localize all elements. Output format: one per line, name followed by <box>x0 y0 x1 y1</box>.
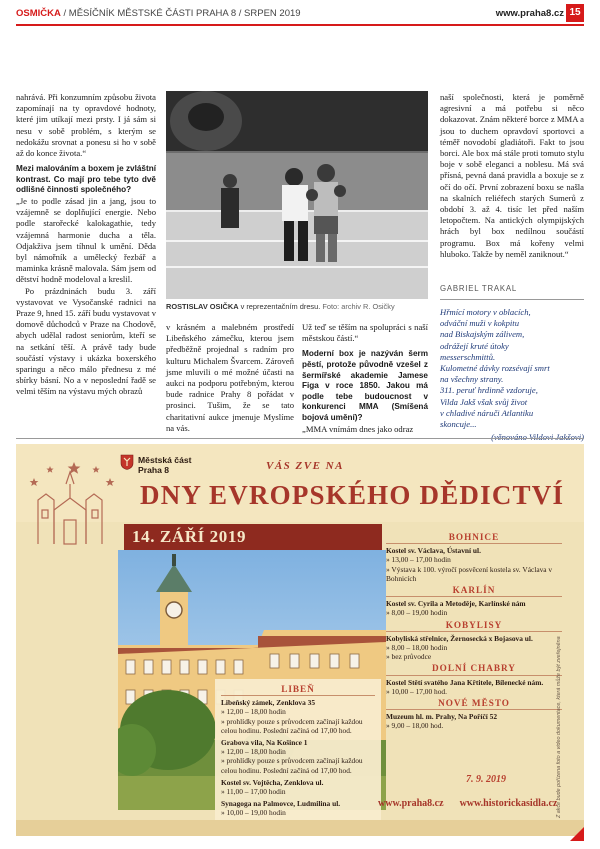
event-detail: » bez průvodce <box>386 652 432 662</box>
event-detail: » 11,00 – 17,00 hodin <box>221 787 286 797</box>
event-entry <box>221 799 375 817</box>
interview-question: Mezi malováním a boxem je zvláštní kontrast. Co mají pro tebe tyto dvě odlišné činnosti společného? <box>16 164 156 195</box>
event-detail: » 10,00 – 19,00 hodin <box>221 808 286 818</box>
poem <box>440 307 584 443</box>
events-list-liben <box>215 679 381 825</box>
section-heading-nove-mesto: NOVÉ MĚSTO <box>386 699 562 710</box>
brand-name: OSMIČKA <box>16 8 61 19</box>
author-signature: GABRIEL TRAKAL <box>440 284 518 293</box>
event-venue: Grabova vila, Na Košince 1 <box>221 738 308 748</box>
event-detail: » 12,00 – 18,00 hodin <box>221 747 286 757</box>
event-detail: » 10,00 – 17,00 hod. <box>386 686 447 696</box>
district-crest-icon <box>120 454 134 470</box>
website-link[interactable]: www.praha8.cz <box>495 8 564 19</box>
poem-line: odváční muži v kokpitu <box>440 318 519 329</box>
event-entry <box>386 546 562 583</box>
paragraph: v krásném a malebném prostředí Libeňského zámečku, kterou jsem předběžně projednal s radním pro kulturu Michalem Švarcem. Zároveň jsme mluvili o mé možné účasti na aukci na podporu potřebným, kterou bude radnice Prahy 8 pořádat v prosinci. Tušim, že se tato charitativní aukce jmenuje Myslíme na vás. <box>166 322 294 433</box>
poem-line: v chladivé náruči Atlantiku <box>440 407 534 418</box>
poster-date: 14. ZÁŘÍ 2019 <box>124 524 382 550</box>
event-entry <box>386 678 562 696</box>
poster-title: DNY EVROPSKÉHO DĚDICTVÍ <box>140 480 565 510</box>
poem-line: skoncuje... <box>440 419 477 430</box>
event-detail: » 9,00 – 18,00 hod. <box>386 721 444 731</box>
page-number: 15 <box>566 4 584 22</box>
article-column-1 <box>16 92 156 398</box>
poster-links <box>378 798 557 809</box>
poem-line: Hřmící motory v oblacích, <box>440 307 531 317</box>
event-entry <box>221 738 375 775</box>
paragraph: „Je to podle zásad jin a jang, jsou to vzájemně se doplňující energie. Nebo podle starořecké kalokagathie, tedy vzájemná harmonie ducha a těla. Odjakživa jsem tíhnul k umění. Děda byl námořník a umělecký řezbář a maminka krásně malovala. Sám jsem od dětství hodně modeloval a kreslil. <box>16 196 156 285</box>
event-entry <box>386 634 562 662</box>
district-name <box>138 455 192 475</box>
events-list-right <box>386 530 562 734</box>
poem-line: Kulometné dávky rozsévají smrt <box>440 363 550 374</box>
article-column-3 <box>302 322 428 435</box>
article-column-4 <box>440 92 584 260</box>
section-heading-kobylisy: KOBYLISY <box>386 621 562 632</box>
event-detail: » 8,00 – 18,00 hodin <box>386 643 448 653</box>
poem-line: messerschmittů. <box>440 351 496 362</box>
poem-line: 311. peruť hrdinně vzdoruje, <box>440 385 538 396</box>
event-detail: » prohlídky pouze s průvodcem začínají každou celou hodinu. Poslední začíná od 17,00 hod. <box>221 756 363 775</box>
caption-name: ROSTISLAV OSIČKA <box>166 302 239 311</box>
issue-subtitle: / MĚSÍČNÍK MĚSTSKÉ ČÁSTI PRAHA 8 / SRPEN 2019 <box>60 8 301 19</box>
event-venue: Kostel sv. Václava, Ústavní ul. <box>386 546 481 556</box>
event-detail: » 13,00 – 17,00 hodin <box>386 555 451 565</box>
section-heading-karlin: KARLÍN <box>386 586 562 597</box>
castle-sketch-illustration <box>24 454 124 554</box>
header-divider <box>16 24 584 26</box>
heritage-days-poster <box>16 444 584 836</box>
poem-line: Vilda Jakš však svůj život <box>440 396 528 407</box>
poster-invite: VÁS ZVE NA <box>266 460 344 472</box>
event-venue: Kobyliská střelnice, Žernosecká x Bojasova ul. <box>386 633 533 643</box>
section-heading-bohnice: BOHNICE <box>386 533 562 544</box>
event-entry <box>221 778 375 796</box>
section-heading-liben: LIBEŇ <box>221 685 375 696</box>
event-venue: Kostel sv. Cyrila a Metoděje, Karlínské nám <box>386 599 526 609</box>
signature-divider <box>440 299 584 300</box>
event-note-date: 7. 9. 2019 <box>466 774 506 785</box>
poem-line: nad Biskajským zálivem, <box>440 329 525 340</box>
event-detail: » Výstava k 100. výročí posvěcení kostela sv. Václava v Bohnicích <box>386 564 553 583</box>
photo-caption <box>166 302 428 311</box>
event-venue: Libeňský zámek, Zenklova 35 <box>221 698 316 708</box>
district-line-2: Praha 8 <box>138 465 170 475</box>
section-divider <box>16 438 584 439</box>
paragraph: naší společnosti, která je poměrně agresivní a má potřebu si něco dokazovat. Znám některé borce z MMA a jsou to duchem opravdoví sportovci a téměř novodobí gladiátoři. Fakt to jsou borci. Ale box má stále proti tomuto stylu boje v sobě eleganci a noblesu. Má svá přísná, pevná daná pravidla a boxuje se z očí do očí. První zobrazení boxu se našla na skalních reliéfech starých Sumerů z období 3. až 4. tisíc let před naším letopočtem. Na antických olympijských hrách byl box nedílnou součástí programu. Box má kořeny velmi hluboko. Takže by neměl zaniknout.“ <box>440 92 584 259</box>
poster-url-historickasidla[interactable]: www.historickasidla.cz <box>459 798 558 809</box>
interview-question: Moderní box je nazýván šerm pěstí, protože původně vzešel z šermířské akademie Jamese Figa v roce 1850. Jakou má podle tebe budoucnost v konkurenci MMA (Smíšená bojová umění)? <box>302 349 428 422</box>
poem-line: na všechny strany. <box>440 374 504 385</box>
paragraph: Po prázdninách budu 3. září vystavovat ve Vysočanské radnici na Praze 9, hned 15. září budu vystavovat v domově důchodců v Praze na Chodově, abych udělal radost seniorům, kteří se na setkání těší. A právě tady bude součástí výstavy i ukázka boxerského sparingu a něco málo přednesu z mé sbírky básní. No a v neposlední řadě se velmi těším na výstavu mých obrazů <box>16 285 156 397</box>
event-venue: Kostel Stětí svatého Jana Křtitele, Bílenecké nám. <box>386 677 544 687</box>
event-detail: » prohlídky pouze s průvodcem začínají každou celou hodinu. Poslední začíná od 17,00 hod. <box>221 716 363 735</box>
caption-credit: Foto: archiv R. Osičky <box>322 302 395 311</box>
paragraph: nahrává. Při konzumním způsobu života zapomínají na ty opravdové hodnoty, které jim utíkají mezi prsty. I já sám si nesu v sobě problém, s kterým se nedokážu srovnat a ponesu si ho v sobě až do konce života.“ <box>16 92 156 159</box>
event-venue: Muzeum hl. m. Prahy, Na Poříčí 52 <box>386 712 498 722</box>
section-heading-dolni-chabry: DOLNÍ CHABRY <box>386 664 562 675</box>
event-entry <box>386 712 562 730</box>
caption-text: v reprezentačním dresu. <box>238 302 323 311</box>
poem-line: odrážejí kruté útoky <box>440 340 509 351</box>
event-detail: » 8,00 – 19,00 hodin <box>386 608 448 618</box>
event-entry <box>221 698 375 735</box>
paragraph: „MMA vnímám dnes jako odraz <box>302 423 414 434</box>
event-venue: Kostel sv. Vojtěcha, Zenklova ul. <box>221 777 324 787</box>
event-detail: » 12,00 – 18,00 hodin <box>221 707 286 717</box>
magazine-title <box>16 8 301 19</box>
event-venue: Synagoga na Palmovce, Ludmilina ul. <box>221 799 341 809</box>
poster-url-praha8[interactable]: www.praha8.cz <box>378 798 444 809</box>
poster-footer-band <box>16 820 584 836</box>
event-entry <box>386 599 562 617</box>
boxing-photo <box>166 91 428 299</box>
page-corner-mark <box>570 827 584 841</box>
paragraph: Už teď se těším na spolupráci s naší městskou částí.“ <box>302 322 428 344</box>
page-header <box>0 0 600 28</box>
district-line-1: Městská část <box>138 455 192 465</box>
article-column-2 <box>166 322 294 434</box>
photo-notice: Z akce bude pořízena foto a video dokumentace, která může být zveřejněna <box>556 636 562 818</box>
boxing-photo-illustration <box>166 91 428 299</box>
